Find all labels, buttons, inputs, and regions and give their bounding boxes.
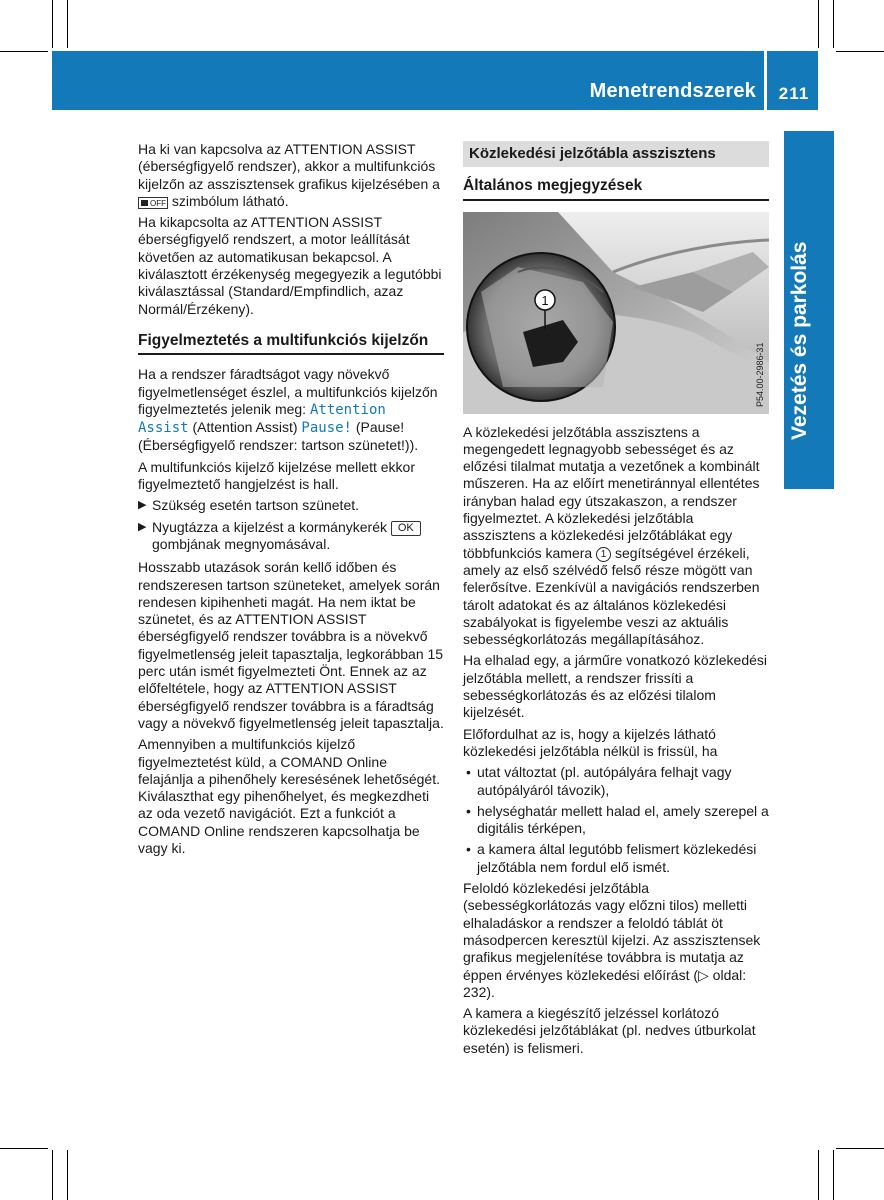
paragraph: A kamera a kiegészítő jelzéssel korlátozó közlekedési jelzőtáblákat (pl. nedves útburkolat esetén) is felismeri.: [463, 1005, 756, 1056]
paragraph: Hosszabb utazások során kellő időben és rendszeresen tartson szüneteket, amelyek során rendesen kipihenheti magát. Ha nem iktat be szünetet, és az ATTENTION ASSIST éberségfigyelő rendszer továbbra is a növekvő figyelmetlenség jeleit tapasztalja, legkorábban 15 perc után ismét figyelmezteti Önt. Ennek az az előfeltétele, hogy az ATTENTION ASSIST éberségfigyelő rendszer továbbra is a fáradtság vagy a növekvő figyelmetlenség jeleit tapasztalja.: [138, 559, 444, 731]
bullet-item: [463, 764, 769, 799]
bullet-item: [463, 841, 769, 876]
coffee-cup-shape: [141, 200, 148, 206]
paragraph: Előfordulhat az is, hogy a kijelzés látható közlekedési jelzőtábla nélkül is frissül, ha: [463, 725, 718, 759]
step-text: Szükség esetén tartson szünetet.: [152, 497, 360, 514]
instruction-step: [138, 519, 444, 554]
bullet-icon: •: [466, 764, 471, 781]
paragraph-text: (Pause! (Éberségfigyelő rendszer: tartson szünetet!)).: [138, 419, 419, 454]
crop-mark: [67, 1150, 68, 1200]
display-message: Pause!: [301, 420, 352, 437]
callout-1-icon: 1: [596, 547, 611, 562]
figure-code: P54.00-2986-31: [755, 342, 765, 407]
page-number: 211: [778, 84, 810, 103]
step-text: Nyugtázza a kijelzést a kormánykerék: [152, 518, 391, 535]
paragraph-text: szimbólum látható.: [171, 192, 289, 209]
paragraph: Ha kikapcsolta az ATTENTION ASSIST éberségfigyelő rendszert, a motor leállítását követően az automatikusan bekapcsol. A kiválasztott érzékenység megegyezik a legutóbbi kiválasztással (Standard/Empfindlich, azaz Normál/Érzékeny).: [138, 214, 442, 317]
paragraph-text: segítségével érzékeli, amely az első szélvédő felső része mögött van felerősítve. Ezenkívül a navigációs rendszerben tárolt adatokat és az általános közlekedési szabályokat is figyelembe veszi az aktuális sebességkorlátozás megállapításához.: [463, 544, 760, 648]
step-text: gombjának megnyomásával.: [152, 535, 331, 552]
step-arrow-icon: ▶: [138, 520, 147, 533]
crop-mark: [67, 0, 68, 48]
chapter-title: Menetrendszerek: [589, 80, 756, 102]
crop-mark: [836, 51, 884, 52]
bullet-icon: •: [466, 802, 471, 819]
crop-mark: [52, 1150, 53, 1200]
bullet-text: utat változtat (pl. autópályára felhajt vagy autópályáról távozik),: [477, 764, 732, 798]
ok-key: OK: [391, 521, 421, 536]
section-title-box: Közlekedési jelzőtábla asszisztens: [463, 141, 769, 167]
paragraph: Amennyiben a multifunkciós kijelző figyelmeztetést küld, a COMAND Online felajánlja a pihenőhely keresésének lehetőségét. Kiválaszthat egy pihenőhelyet, és megkezdheti az oda vezető navigációt. Ezt a funkciót a COMAND Online rendszeren kapcsolhatja be vagy ki.: [138, 736, 440, 856]
section-heading: Figyelmeztetés a multifunkciós kijelzőn: [138, 332, 444, 355]
paragraph-text: (Attention Assist): [188, 419, 302, 436]
paragraph: [138, 366, 444, 454]
side-tab-label: Vezetés és parkolás: [788, 241, 811, 440]
crop-mark: [833, 1150, 834, 1200]
windshield-camera-photo: [463, 212, 769, 414]
bullet-item: [463, 803, 769, 838]
paragraph-text: Ha a rendszer fáradtságot vagy növekvő figyelmetlenséget észlel, a multifunkciós kijelzőn figyelmeztetés jelenik meg:: [138, 366, 438, 417]
symbol-off-text: OFF: [150, 198, 166, 208]
crop-mark: [818, 0, 819, 48]
figure-callout: 1: [541, 292, 549, 308]
crop-mark: [833, 0, 834, 48]
paragraph: A multifunkciós kijelző kijelzése mellett ekkor figyelmeztető hangjelzést is hall.: [138, 458, 415, 493]
crop-mark: [836, 1148, 884, 1149]
bullet-text: helységhatár mellett halad el, amely szerepel a digitális térképen,: [477, 802, 769, 837]
instruction-step: [138, 497, 444, 514]
left-column: [138, 141, 444, 861]
windshield-camera-figure: [463, 212, 769, 414]
paragraph: [463, 424, 769, 649]
paragraph: Feloldó közlekedési jelzőtábla (sebességkorlátozás vagy előzni tilos) melletti elhaladáskor a rendszer a feloldó táblát öt másodpercen keresztül kijelzi. Az asszisztensek grafikus megjelenítése továbbra is mutatja az éppen érvényes közlekedési előírást (▷ oldal: 232).: [463, 880, 761, 1000]
crop-mark: [52, 0, 53, 48]
subheading: Általános megjegyzések: [463, 177, 769, 200]
step-arrow-icon: ▶: [138, 499, 147, 512]
coffee-cup-off-icon: [138, 197, 168, 209]
header-divider: [764, 51, 767, 110]
bullet-text: a kamera által legutóbb felismert közlekedési jelzőtábla nem fordul elő ismét.: [477, 841, 757, 875]
paragraph: [138, 141, 444, 210]
right-column: [463, 141, 769, 1061]
paragraph: Ha elhalad egy, a járműre vonatkozó közlekedési jelzőtábla mellett, a rendszer frissíti a sebességkorlátozás és az előzési tilalom kijelzését.: [463, 652, 768, 721]
crop-mark: [0, 1148, 48, 1149]
paragraph-text: A közlekedési jelzőtábla asszisztens a megengedett legnagyobb sebességet és az előzési tilalmat mutatja a vezetőnek a kombinált műszeren. Ha az előírt menetiránnyal ellentétes irányban halad egy útszakaszon, a rendszer figyelmeztet. A közlekedési jelzőtábla asszisztens a közlekedési jelzőtáblákat egy többfunkciós kamera: [463, 423, 760, 561]
crop-mark: [0, 51, 48, 52]
bullet-icon: •: [466, 841, 471, 858]
paragraph-text: Ha ki van kapcsolva az ATTENTION ASSIST (éberségfigyelő rendszer), akkor a multifunkciós kijelzőn az asszisztensek grafikus kijelzésében a: [138, 141, 440, 192]
display-message: Attention Assist: [138, 401, 386, 437]
crop-mark: [818, 1150, 819, 1200]
